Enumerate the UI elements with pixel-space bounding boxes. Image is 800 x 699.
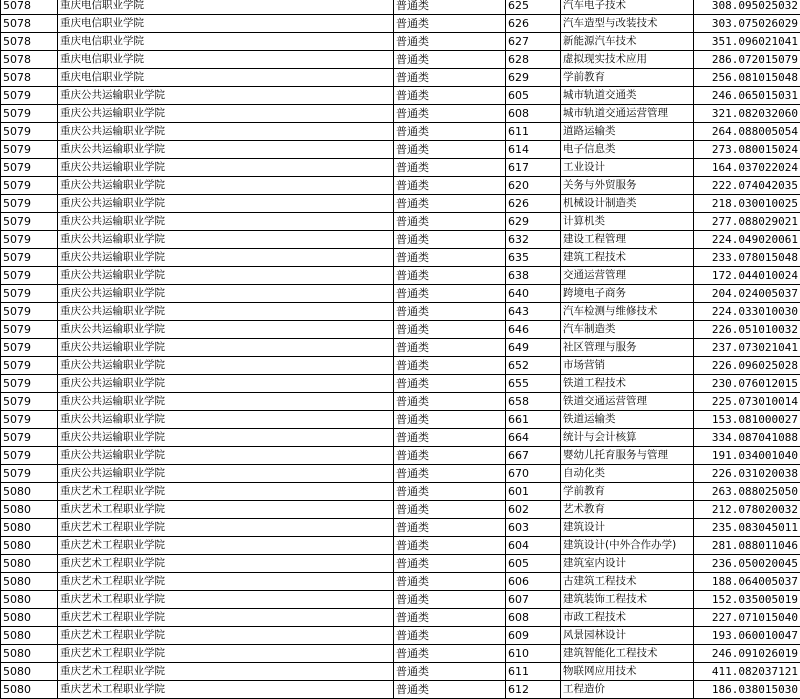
major-name-cell[interactable]: 自动化类 <box>561 465 694 483</box>
school-name-cell[interactable]: 重庆公共运输职业学院 <box>58 429 394 447</box>
table-row <box>1 321 800 339</box>
major-name-cell[interactable]: 计算机类 <box>561 213 694 231</box>
school-code-cell[interactable]: 5079 <box>1 375 58 393</box>
school-code-cell[interactable]: 5079 <box>1 141 58 159</box>
table-row <box>1 105 800 123</box>
major-code-cell[interactable]: 646 <box>506 321 561 339</box>
score-cell[interactable]: 236.050020045 <box>694 555 800 573</box>
score-cell[interactable]: 152.035005019 <box>694 591 800 609</box>
score-cell[interactable]: 273.080015024 <box>694 141 800 159</box>
table-row <box>1 555 800 573</box>
school-name-cell[interactable]: 重庆公共运输职业学院 <box>58 105 394 123</box>
major-name-cell[interactable]: 建筑智能化工程技术 <box>561 645 694 663</box>
school-name-cell[interactable]: 重庆公共运输职业学院 <box>58 177 394 195</box>
major-code-cell[interactable]: 601 <box>506 483 561 501</box>
category-cell[interactable]: 普通类 <box>394 303 506 321</box>
major-code-cell[interactable]: 635 <box>506 249 561 267</box>
school-name-cell[interactable]: 重庆艺术工程职业学院 <box>58 645 394 663</box>
major-name-cell[interactable]: 市场营销 <box>561 357 694 375</box>
school-code-cell[interactable]: 5080 <box>1 627 58 645</box>
table-row <box>1 609 800 627</box>
major-name-cell[interactable]: 学前教育 <box>561 483 694 501</box>
school-code-cell[interactable]: 5080 <box>1 573 58 591</box>
score-cell[interactable]: 222.074042035 <box>694 177 800 195</box>
category-cell[interactable]: 普通类 <box>394 285 506 303</box>
school-name-cell[interactable]: 重庆公共运输职业学院 <box>58 285 394 303</box>
score-cell[interactable]: 186.038015030 <box>694 681 800 699</box>
category-cell[interactable]: 普通类 <box>394 51 506 69</box>
major-name-cell[interactable]: 艺术教育 <box>561 501 694 519</box>
school-code-cell[interactable]: 5080 <box>1 537 58 555</box>
school-code-cell[interactable]: 5079 <box>1 357 58 375</box>
score-cell[interactable]: 164.037022024 <box>694 159 800 177</box>
major-code-cell[interactable]: 611 <box>506 123 561 141</box>
category-cell[interactable]: 普通类 <box>394 537 506 555</box>
major-name-cell[interactable]: 古建筑工程技术 <box>561 573 694 591</box>
major-code-cell[interactable]: 602 <box>506 501 561 519</box>
major-code-cell[interactable]: 610 <box>506 645 561 663</box>
major-code-cell[interactable]: 609 <box>506 627 561 645</box>
school-code-cell[interactable]: 5080 <box>1 663 58 681</box>
school-code-cell[interactable]: 5080 <box>1 501 58 519</box>
major-code-cell[interactable]: 626 <box>506 195 561 213</box>
school-code-cell[interactable]: 5080 <box>1 591 58 609</box>
category-cell[interactable]: 普通类 <box>394 213 506 231</box>
school-code-cell[interactable]: 5079 <box>1 429 58 447</box>
table-row <box>1 213 800 231</box>
category-cell[interactable]: 普通类 <box>394 357 506 375</box>
category-cell[interactable]: 普通类 <box>394 33 506 51</box>
table-row <box>1 429 800 447</box>
score-cell[interactable]: 227.071015040 <box>694 609 800 627</box>
score-cell[interactable]: 351.096021041 <box>694 33 800 51</box>
school-name-cell[interactable]: 重庆公共运输职业学院 <box>58 123 394 141</box>
school-name-cell[interactable]: 重庆公共运输职业学院 <box>58 339 394 357</box>
major-code-cell[interactable]: 670 <box>506 465 561 483</box>
table-row <box>1 231 800 249</box>
category-cell[interactable]: 普通类 <box>394 249 506 267</box>
category-cell[interactable]: 普通类 <box>394 555 506 573</box>
major-code-cell[interactable]: 611 <box>506 663 561 681</box>
major-name-cell[interactable]: 汽车电子技术 <box>561 0 694 15</box>
major-code-cell[interactable]: 620 <box>506 177 561 195</box>
major-code-cell[interactable]: 658 <box>506 393 561 411</box>
table-row <box>1 15 800 33</box>
major-name-cell[interactable]: 市政工程技术 <box>561 609 694 627</box>
school-code-cell[interactable]: 5079 <box>1 465 58 483</box>
school-name-cell[interactable]: 重庆公共运输职业学院 <box>58 249 394 267</box>
school-code-cell[interactable]: 5078 <box>1 69 58 87</box>
major-name-cell[interactable]: 工业设计 <box>561 159 694 177</box>
major-code-cell[interactable]: 612 <box>506 681 561 699</box>
major-code-cell[interactable]: 655 <box>506 375 561 393</box>
major-name-cell[interactable]: 风景园林设计 <box>561 627 694 645</box>
major-code-cell[interactable]: 627 <box>506 33 561 51</box>
score-cell[interactable]: 235.083045011 <box>694 519 800 537</box>
major-name-cell[interactable]: 学前教育 <box>561 69 694 87</box>
major-name-cell[interactable]: 建筑设计 <box>561 519 694 537</box>
school-code-cell[interactable]: 5079 <box>1 303 58 321</box>
major-code-cell[interactable]: 608 <box>506 609 561 627</box>
table-row <box>1 501 800 519</box>
category-cell[interactable]: 普通类 <box>394 339 506 357</box>
table-row <box>1 663 800 681</box>
score-cell[interactable]: 212.078020032 <box>694 501 800 519</box>
category-cell[interactable]: 普通类 <box>394 681 506 699</box>
major-name-cell[interactable]: 铁道运输类 <box>561 411 694 429</box>
score-cell[interactable]: 308.095025032 <box>694 0 800 15</box>
table-row <box>1 87 800 105</box>
major-code-cell[interactable]: 640 <box>506 285 561 303</box>
school-code-cell[interactable]: 5079 <box>1 321 58 339</box>
table-row <box>1 375 800 393</box>
major-code-cell[interactable]: 603 <box>506 519 561 537</box>
school-code-cell[interactable]: 5080 <box>1 609 58 627</box>
school-name-cell[interactable]: 重庆艺术工程职业学院 <box>58 483 394 501</box>
school-name-cell[interactable]: 重庆公共运输职业学院 <box>58 141 394 159</box>
school-name-cell[interactable]: 重庆艺术工程职业学院 <box>58 681 394 699</box>
major-code-cell[interactable]: 608 <box>506 105 561 123</box>
school-name-cell[interactable]: 重庆公共运输职业学院 <box>58 411 394 429</box>
category-cell[interactable]: 普通类 <box>394 105 506 123</box>
school-code-cell[interactable]: 5080 <box>1 519 58 537</box>
major-name-cell[interactable]: 建设工程管理 <box>561 231 694 249</box>
school-name-cell[interactable]: 重庆公共运输职业学院 <box>58 447 394 465</box>
score-cell[interactable]: 246.065015031 <box>694 87 800 105</box>
category-cell[interactable]: 普通类 <box>394 123 506 141</box>
school-name-cell[interactable]: 重庆公共运输职业学院 <box>58 357 394 375</box>
category-cell[interactable]: 普通类 <box>394 159 506 177</box>
school-code-cell[interactable]: 5079 <box>1 285 58 303</box>
major-code-cell[interactable]: 626 <box>506 15 561 33</box>
major-name-cell[interactable]: 统计与会计核算 <box>561 429 694 447</box>
major-code-cell[interactable]: 629 <box>506 213 561 231</box>
school-code-cell[interactable]: 5080 <box>1 483 58 501</box>
school-name-cell[interactable]: 重庆公共运输职业学院 <box>58 87 394 105</box>
major-name-cell[interactable]: 建筑工程技术 <box>561 249 694 267</box>
score-cell[interactable]: 246.091026019 <box>694 645 800 663</box>
category-cell[interactable]: 普通类 <box>394 411 506 429</box>
school-name-cell[interactable]: 重庆艺术工程职业学院 <box>58 609 394 627</box>
school-name-cell[interactable]: 重庆公共运输职业学院 <box>58 231 394 249</box>
major-code-cell[interactable]: 638 <box>506 267 561 285</box>
major-name-cell[interactable]: 建筑室内设计 <box>561 555 694 573</box>
table-row <box>1 249 800 267</box>
score-cell[interactable]: 225.073010014 <box>694 393 800 411</box>
major-name-cell[interactable]: 电子信息类 <box>561 141 694 159</box>
major-code-cell[interactable]: 664 <box>506 429 561 447</box>
major-code-cell[interactable]: 607 <box>506 591 561 609</box>
score-cell[interactable]: 188.064005037 <box>694 573 800 591</box>
category-cell[interactable]: 普通类 <box>394 501 506 519</box>
major-code-cell[interactable]: 628 <box>506 51 561 69</box>
school-name-cell[interactable]: 重庆电信职业学院 <box>58 51 394 69</box>
school-code-cell[interactable]: 5079 <box>1 87 58 105</box>
table-row <box>1 285 800 303</box>
school-name-cell[interactable]: 重庆艺术工程职业学院 <box>58 627 394 645</box>
score-cell[interactable]: 153.081000027 <box>694 411 800 429</box>
category-cell[interactable]: 普通类 <box>394 483 506 501</box>
school-name-cell[interactable]: 重庆公共运输职业学院 <box>58 321 394 339</box>
school-code-cell[interactable]: 5079 <box>1 339 58 357</box>
score-cell[interactable]: 226.031020038 <box>694 465 800 483</box>
score-cell[interactable]: 191.034001040 <box>694 447 800 465</box>
major-name-cell[interactable]: 虚拟现实技术应用 <box>561 51 694 69</box>
major-name-cell[interactable]: 铁道交通运营管理 <box>561 393 694 411</box>
category-cell[interactable]: 普通类 <box>394 465 506 483</box>
major-name-cell[interactable]: 道路运输类 <box>561 123 694 141</box>
school-name-cell[interactable]: 重庆艺术工程职业学院 <box>58 537 394 555</box>
school-code-cell[interactable]: 5079 <box>1 123 58 141</box>
category-cell[interactable]: 普通类 <box>394 195 506 213</box>
major-code-cell[interactable]: 614 <box>506 141 561 159</box>
table-row <box>1 573 800 591</box>
school-name-cell[interactable]: 重庆公共运输职业学院 <box>58 159 394 177</box>
score-cell[interactable]: 281.088011046 <box>694 537 800 555</box>
category-cell[interactable]: 普通类 <box>394 0 506 15</box>
category-cell[interactable]: 普通类 <box>394 141 506 159</box>
category-cell[interactable]: 普通类 <box>394 393 506 411</box>
major-name-cell[interactable]: 婴幼儿托育服务与管理 <box>561 447 694 465</box>
major-code-cell[interactable]: 605 <box>506 555 561 573</box>
major-code-cell[interactable]: 661 <box>506 411 561 429</box>
table-row <box>1 681 800 699</box>
major-name-cell[interactable]: 关务与外贸服务 <box>561 177 694 195</box>
table-row <box>1 69 800 87</box>
table-row <box>1 591 800 609</box>
major-code-cell[interactable]: 629 <box>506 69 561 87</box>
major-name-cell[interactable]: 新能源汽车技术 <box>561 33 694 51</box>
major-code-cell[interactable]: 625 <box>506 0 561 15</box>
major-name-cell[interactable]: 汽车检测与维修技术 <box>561 303 694 321</box>
major-name-cell[interactable]: 交通运营管理 <box>561 267 694 285</box>
table-row <box>1 339 800 357</box>
category-cell[interactable]: 普通类 <box>394 447 506 465</box>
category-cell[interactable]: 普通类 <box>394 591 506 609</box>
major-name-cell[interactable]: 汽车造型与改装技术 <box>561 15 694 33</box>
score-cell[interactable]: 218.030010025 <box>694 195 800 213</box>
school-name-cell[interactable]: 重庆公共运输职业学院 <box>58 213 394 231</box>
major-name-cell[interactable]: 城市轨道交通运营管理 <box>561 105 694 123</box>
school-name-cell[interactable]: 重庆公共运输职业学院 <box>58 267 394 285</box>
category-cell[interactable]: 普通类 <box>394 69 506 87</box>
major-code-cell[interactable]: 617 <box>506 159 561 177</box>
table-row <box>1 519 800 537</box>
category-cell[interactable]: 普通类 <box>394 663 506 681</box>
score-cell[interactable]: 226.051010032 <box>694 321 800 339</box>
table-row <box>1 177 800 195</box>
score-cell[interactable]: 204.024005037 <box>694 285 800 303</box>
school-code-cell[interactable]: 5080 <box>1 555 58 573</box>
major-name-cell[interactable]: 跨境电子商务 <box>561 285 694 303</box>
school-name-cell[interactable]: 重庆公共运输职业学院 <box>58 393 394 411</box>
table-row <box>1 357 800 375</box>
category-cell[interactable]: 普通类 <box>394 519 506 537</box>
major-name-cell[interactable]: 汽车制造类 <box>561 321 694 339</box>
score-cell[interactable]: 277.088029021 <box>694 213 800 231</box>
school-name-cell[interactable]: 重庆公共运输职业学院 <box>58 303 394 321</box>
category-cell[interactable]: 普通类 <box>394 429 506 447</box>
category-cell[interactable]: 普通类 <box>394 375 506 393</box>
score-cell[interactable]: 172.044010024 <box>694 267 800 285</box>
score-cell[interactable]: 303.075026029 <box>694 15 800 33</box>
score-cell[interactable]: 237.073021041 <box>694 339 800 357</box>
category-cell[interactable]: 普通类 <box>394 573 506 591</box>
table-row <box>1 393 800 411</box>
category-cell[interactable]: 普通类 <box>394 627 506 645</box>
table-row <box>1 141 800 159</box>
table-row <box>1 51 800 69</box>
score-cell[interactable]: 263.088025050 <box>694 483 800 501</box>
major-name-cell[interactable]: 物联网应用技术 <box>561 663 694 681</box>
school-code-cell[interactable]: 5078 <box>1 51 58 69</box>
major-code-cell[interactable]: 606 <box>506 573 561 591</box>
table-row <box>1 267 800 285</box>
table-row <box>1 411 800 429</box>
score-cell[interactable]: 334.087041088 <box>694 429 800 447</box>
school-code-cell[interactable]: 5078 <box>1 33 58 51</box>
major-name-cell[interactable]: 机械设计制造类 <box>561 195 694 213</box>
major-name-cell[interactable]: 工程造价 <box>561 681 694 699</box>
school-code-cell[interactable]: 5079 <box>1 195 58 213</box>
school-name-cell[interactable]: 重庆电信职业学院 <box>58 69 394 87</box>
major-name-cell[interactable]: 铁道工程技术 <box>561 375 694 393</box>
table-row <box>1 303 800 321</box>
score-cell[interactable]: 321.082032060 <box>694 105 800 123</box>
score-cell[interactable]: 226.096025028 <box>694 357 800 375</box>
table-row <box>1 447 800 465</box>
school-name-cell[interactable]: 重庆艺术工程职业学院 <box>58 591 394 609</box>
major-code-cell[interactable]: 649 <box>506 339 561 357</box>
score-cell[interactable]: 411.082037121 <box>694 663 800 681</box>
school-name-cell[interactable]: 重庆艺术工程职业学院 <box>58 555 394 573</box>
table-row <box>1 123 800 141</box>
school-code-cell[interactable]: 5079 <box>1 411 58 429</box>
major-name-cell[interactable]: 建筑装饰工程技术 <box>561 591 694 609</box>
school-code-cell[interactable]: 5078 <box>1 0 58 15</box>
table-row <box>1 483 800 501</box>
table-row <box>1 0 800 15</box>
major-code-cell[interactable]: 604 <box>506 537 561 555</box>
category-cell[interactable]: 普通类 <box>394 231 506 249</box>
major-code-cell[interactable]: 667 <box>506 447 561 465</box>
score-cell[interactable]: 224.033010030 <box>694 303 800 321</box>
major-code-cell[interactable]: 652 <box>506 357 561 375</box>
school-code-cell[interactable]: 5080 <box>1 681 58 699</box>
category-cell[interactable]: 普通类 <box>394 15 506 33</box>
school-code-cell[interactable]: 5079 <box>1 231 58 249</box>
category-cell[interactable]: 普通类 <box>394 609 506 627</box>
school-code-cell[interactable]: 5079 <box>1 177 58 195</box>
score-cell[interactable]: 256.081015048 <box>694 69 800 87</box>
category-cell[interactable]: 普通类 <box>394 267 506 285</box>
school-code-cell[interactable]: 5079 <box>1 267 58 285</box>
category-cell[interactable]: 普通类 <box>394 177 506 195</box>
school-name-cell[interactable]: 重庆公共运输职业学院 <box>58 465 394 483</box>
score-cell[interactable]: 224.049020061 <box>694 231 800 249</box>
school-name-cell[interactable]: 重庆公共运输职业学院 <box>58 195 394 213</box>
category-cell[interactable]: 普通类 <box>394 321 506 339</box>
school-name-cell[interactable]: 重庆电信职业学院 <box>58 33 394 51</box>
score-cell[interactable]: 286.072015079 <box>694 51 800 69</box>
table-row <box>1 537 800 555</box>
table-row <box>1 195 800 213</box>
school-name-cell[interactable]: 重庆公共运输职业学院 <box>58 375 394 393</box>
major-code-cell[interactable]: 643 <box>506 303 561 321</box>
school-code-cell[interactable]: 5079 <box>1 213 58 231</box>
major-code-cell[interactable]: 605 <box>506 87 561 105</box>
school-code-cell[interactable]: 5079 <box>1 249 58 267</box>
score-cell[interactable]: 264.088005054 <box>694 123 800 141</box>
table-row <box>1 159 800 177</box>
school-code-cell[interactable]: 5079 <box>1 105 58 123</box>
table-row <box>1 627 800 645</box>
score-cell[interactable]: 233.078015048 <box>694 249 800 267</box>
school-code-cell[interactable]: 5079 <box>1 447 58 465</box>
school-code-cell[interactable]: 5079 <box>1 393 58 411</box>
category-cell[interactable]: 普通类 <box>394 645 506 663</box>
major-name-cell[interactable]: 建筑设计(中外合作办学) <box>561 537 694 555</box>
school-name-cell[interactable]: 重庆艺术工程职业学院 <box>58 519 394 537</box>
score-cell[interactable]: 230.076012015 <box>694 375 800 393</box>
major-name-cell[interactable]: 社区管理与服务 <box>561 339 694 357</box>
major-code-cell[interactable]: 632 <box>506 231 561 249</box>
school-name-cell[interactable]: 重庆艺术工程职业学院 <box>58 501 394 519</box>
major-name-cell[interactable]: 城市轨道交通类 <box>561 87 694 105</box>
score-cell[interactable]: 193.060010047 <box>694 627 800 645</box>
table-row <box>1 645 800 663</box>
table-body <box>1 0 800 699</box>
table-row <box>1 465 800 483</box>
school-code-cell[interactable]: 5078 <box>1 15 58 33</box>
school-name-cell[interactable]: 重庆艺术工程职业学院 <box>58 663 394 681</box>
school-code-cell[interactable]: 5080 <box>1 645 58 663</box>
school-code-cell[interactable]: 5079 <box>1 159 58 177</box>
category-cell[interactable]: 普通类 <box>394 87 506 105</box>
table-row <box>1 33 800 51</box>
school-name-cell[interactable]: 重庆艺术工程职业学院 <box>58 573 394 591</box>
school-name-cell[interactable]: 重庆电信职业学院 <box>58 15 394 33</box>
school-name-cell[interactable]: 重庆电信职业学院 <box>58 0 394 15</box>
